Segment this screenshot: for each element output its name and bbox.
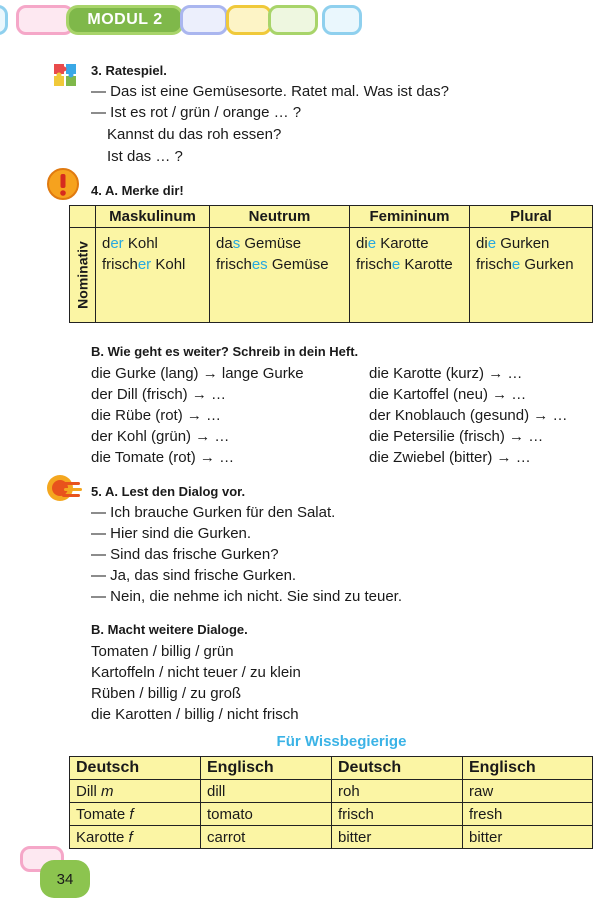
wiss-col-header: Englisch xyxy=(463,757,593,780)
table-cell: frisch xyxy=(332,803,463,826)
ex4b-left-list xyxy=(91,363,304,468)
table-cell: tomato xyxy=(201,803,332,826)
wiss-col-header: Englisch xyxy=(201,757,332,780)
ex5b-title: B. Macht weitere Dialoge. xyxy=(91,622,248,637)
decor-pill xyxy=(0,5,8,35)
wiss-header-row xyxy=(70,757,593,780)
plur-cell: die Gurken frische Gurken xyxy=(470,228,593,323)
table-cell: roh xyxy=(332,780,463,803)
decor-pill xyxy=(180,5,228,35)
wiss-title: Für Wissbegierige xyxy=(276,733,407,750)
table-cell: raw xyxy=(463,780,593,803)
decor-pill xyxy=(322,5,362,35)
exclamation-icon xyxy=(46,167,80,201)
table-cell: Tomate f xyxy=(70,803,201,826)
table-cell: bitter xyxy=(332,826,463,849)
ex4a-title: 4. A. Merke dir! xyxy=(91,183,184,198)
ex3-line: Ist das … ? xyxy=(107,148,183,165)
merke-header-row xyxy=(70,206,593,228)
list-item: die Tomate (rot) → … xyxy=(91,449,235,466)
list-item: Kartoffeln / nicht teuer / zu klein xyxy=(91,664,301,681)
list-item: die Rübe (rot) → … xyxy=(91,407,222,424)
dialog-line: — Ich brauche Gurken für den Salat. xyxy=(91,504,336,521)
ex5b-lines xyxy=(91,641,301,725)
list-item: die Karotte (kurz) → … xyxy=(369,365,523,382)
table-cell: Karotte f xyxy=(70,826,201,849)
wiss-col-header: Deutsch xyxy=(332,757,463,780)
dialog-line: — Ja, das sind frische Gurken. xyxy=(91,567,297,584)
list-item: die Kartoffel (neu) → … xyxy=(369,386,527,403)
table-row xyxy=(70,803,593,826)
merke-col-header: Femininum xyxy=(350,206,470,228)
merke-row xyxy=(70,228,593,323)
speech-icon xyxy=(44,472,84,508)
dialog-line: — Sind das frische Gurken? xyxy=(91,546,279,563)
wiss-col-header: Deutsch xyxy=(70,757,201,780)
ex5a-title: 5. A. Lest den Dialog vor. xyxy=(91,484,246,499)
fem-cell: die Karotte frische Karotte xyxy=(350,228,470,323)
dialog-lines xyxy=(91,502,402,607)
list-item: der Kohl (grün) → … xyxy=(91,428,230,445)
list-item: der Knoblauch (gesund) → … xyxy=(369,407,568,424)
merke-col-header: Maskulinum xyxy=(96,206,210,228)
list-item: die Zwiebel (bitter) → … xyxy=(369,449,531,466)
list-item: die Karotten / billig / nicht frisch xyxy=(91,706,299,723)
ex4b-right-list xyxy=(369,363,567,468)
table-cell: carrot xyxy=(201,826,332,849)
merke-corner-cell xyxy=(70,206,96,228)
ex3-line: Kannst du das roh essen? xyxy=(107,126,282,143)
table-cell: fresh xyxy=(463,803,593,826)
list-item: die Gurke (lang) → lange Gurke xyxy=(91,365,304,382)
merke-table xyxy=(69,205,593,323)
neut-cell: das Gemüse frisches Gemüse xyxy=(210,228,350,323)
ex3-line: — Das ist eine Gemüsesorte. Ratet mal. Was ist das? xyxy=(91,83,449,100)
page-number: 34 xyxy=(40,860,90,898)
dialog-line: — Nein, die nehme ich nicht. Sie sind zu teuer. xyxy=(91,588,403,605)
row-label: Nominativ xyxy=(74,241,90,309)
table-row xyxy=(70,780,593,803)
table-cell: Dill m xyxy=(70,780,201,803)
merke-col-header: Plural xyxy=(470,206,593,228)
table-cell: bitter xyxy=(463,826,593,849)
decor-pill xyxy=(226,5,272,35)
ex3-title: 3. Ratespiel. xyxy=(91,63,167,78)
list-item: Rüben / billig / zu groß xyxy=(91,685,242,702)
wiss-table xyxy=(69,756,593,849)
list-item: die Petersilie (frisch) → … xyxy=(369,428,544,445)
decor-pill xyxy=(268,5,318,35)
dialog-line: — Hier sind die Gurken. xyxy=(91,525,252,542)
table-row xyxy=(70,826,593,849)
list-item: der Dill (frisch) → … xyxy=(91,386,227,403)
list-item: Tomaten / billig / grün xyxy=(91,643,234,660)
ex4b-title: B. Wie geht es weiter? Schreib in dein Heft. xyxy=(91,344,359,359)
module-header xyxy=(0,3,600,37)
merke-col-header: Neutrum xyxy=(210,206,350,228)
module-label: MODUL 2 xyxy=(66,5,184,35)
ex3-line: — Ist es rot / grün / orange … ? xyxy=(91,104,302,121)
masc-cell: der Kohl frischer Kohl xyxy=(96,228,210,323)
row-label-cell xyxy=(70,228,96,323)
table-cell: dill xyxy=(201,780,332,803)
puzzle-icon xyxy=(48,60,84,96)
